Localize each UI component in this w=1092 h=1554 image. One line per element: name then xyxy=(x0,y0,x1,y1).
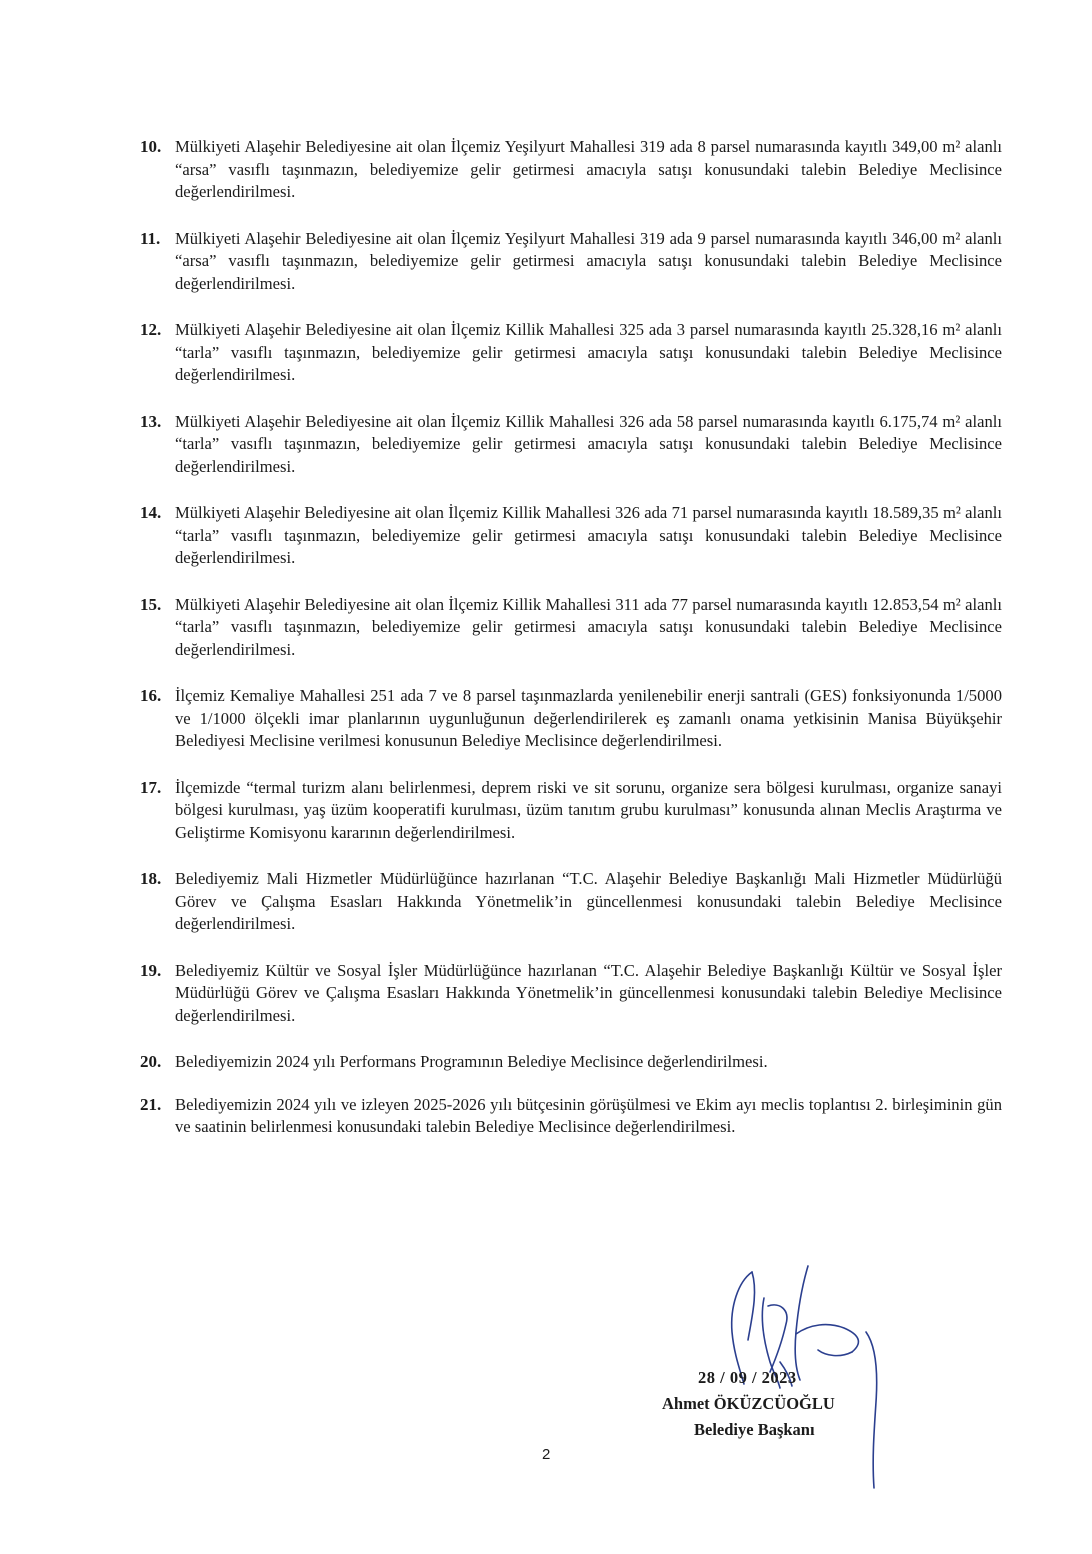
agenda-item-19 xyxy=(140,960,1002,1028)
agenda-item-text: İlçemiz Kemaliye Mahallesi 251 ada 7 ve 8 parsel taşınmazlarda yenilenebilir enerji santrali (GES) fonksiyonunda 1/5000 ve 1/1000 ölçekli imar planlarının uygunluğunun değerlendirilerek eş zamanlı onama yetkisinin Manisa Büyükşehir Belediyesi Meclisine verilmesi konusunun Belediye Meclisince değerlendirilmesi. xyxy=(175,686,1002,750)
agenda-item-text: Mülkiyeti Alaşehir Belediyesine ait olan İlçemiz Killik Mahallesi 311 ada 77 parsel numarasında kayıtlı 12.853,54 m² alanlı “tarla” vasıflı taşınmazın, belediyemize gelir getirmesi amacıyla satışı konusundaki talebin Belediye Meclisince değerlendirilmesi. xyxy=(175,594,1002,659)
agenda-item-17 xyxy=(140,777,1002,845)
agenda-item-10 xyxy=(140,136,1002,204)
signatory-name: Ahmet ÖKÜZCÜOĞLU xyxy=(662,1394,835,1413)
agenda-item-text: Mülkiyeti Alaşehir Belediyesine ait olan İlçemiz Killik Mahallesi 326 ada 71 parsel numarasında kayıtlı 18.589,35 m² alanlı “tarla” vasıflı taşınmazın, belediyemize gelir getirmesi amacıyla satışı konusundaki talebin Belediye Meclisince değerlendirilmesi. xyxy=(175,503,1002,567)
agenda-item-text: İlçemizde “termal turizm alanı belirlenmesi, deprem riski ve sit sorunu, organize sera bölgesi kurulması, organize sanayi bölgesi kurulması, yaş üzüm kooperatifi kurulması, üzüm tanıtım grubu kurulması” konusunda alınan Meclis Araştırma ve Geliştirme Komisyonu kararının değerlendirilmesi. xyxy=(175,777,1002,842)
agenda-item-text: Mülkiyeti Alaşehir Belediyesine ait olan İlçemiz Yeşilyurt Mahallesi 319 ada 9 parsel numarasında kayıtlı 346,00 m² alanlı “arsa” vasıflı taşınmazın, belediyemize gelir getirmesi amacıyla satışı konusundaki talebin Belediye Meclisince değerlendirilmesi. xyxy=(175,228,1002,293)
agenda-item-number: 12. xyxy=(140,320,162,339)
agenda-item-20 xyxy=(140,1051,1002,1074)
agenda-item-14 xyxy=(140,502,1002,570)
agenda-item-13 xyxy=(140,411,1002,479)
agenda-item-number: 15. xyxy=(140,594,162,614)
agenda-item-15 xyxy=(140,594,1002,662)
agenda-item-12 xyxy=(140,319,1002,387)
agenda-item-number: 19. xyxy=(140,960,162,980)
agenda-list xyxy=(140,136,1002,1163)
agenda-item-text: Mülkiyeti Alaşehir Belediyesine ait olan İlçemiz Yeşilyurt Mahallesi 319 ada 8 parsel numarasında kayıtlı 349,00 m² alanlı “arsa” vasıflı taşınmazın, belediyemize gelir getirmesi amacıyla satışı konusundaki talebin Belediye Meclisince değerlendirilmesi. xyxy=(175,137,1002,201)
agenda-item-text: Mülkiyeti Alaşehir Belediyesine ait olan İlçemiz Killik Mahallesi 326 ada 58 parsel numarasında kayıtlı 6.175,74 m² alanlı “tarla” vasıflı taşınmazın, belediyemize gelir getirmesi amacıyla satışı konusundaki talebin Belediye Meclisince değerlendirilmesi. xyxy=(175,411,1002,476)
agenda-item-number: 17. xyxy=(140,777,162,797)
agenda-item-11 xyxy=(140,228,1002,296)
agenda-item-text: Belediyemizin 2024 yılı Performans Programının Belediye Meclisince değerlendirilmesi. xyxy=(175,1052,768,1071)
agenda-item-number: 10. xyxy=(140,137,162,156)
agenda-item-number: 21. xyxy=(140,1094,162,1114)
page-number: 2 xyxy=(542,1446,551,1463)
agenda-item-number: 13. xyxy=(140,411,162,431)
agenda-item-21 xyxy=(140,1094,1002,1139)
agenda-item-text: Mülkiyeti Alaşehir Belediyesine ait olan İlçemiz Killik Mahallesi 325 ada 3 parsel numarasında kayıtlı 25.328,16 m² alanlı “tarla” vasıflı taşınmazın, belediyemize gelir getirmesi amacıyla satışı konusundaki talebin Belediye Meclisince değerlendirilmesi. xyxy=(175,320,1002,384)
signature-block xyxy=(640,1262,900,1502)
agenda-item-number: 20. xyxy=(140,1052,162,1071)
agenda-item-text: Belediyemiz Mali Hizmetler Müdürlüğünce hazırlanan “T.C. Alaşehir Belediye Başkanlığı Mali Hizmetler Müdürlüğü Görev ve Çalışma Esasları Hakkında Yönetmelik’in güncellenmesi konusundaki talebin Belediye Meclisince değerlendirilmesi. xyxy=(175,869,1002,933)
agenda-item-number: 16. xyxy=(140,686,162,705)
agenda-item-16 xyxy=(140,685,1002,753)
agenda-item-text: Belediyemizin 2024 yılı ve izleyen 2025-2026 yılı bütçesinin görüşülmesi ve Ekim ayı meclis toplantısı 2. birleşiminin gün ve saatinin belirlenmesi konusundaki talebin Belediye Meclisince değerlendirilmesi. xyxy=(175,1094,1002,1136)
signatory-title: Belediye Başkanı xyxy=(694,1420,815,1439)
agenda-item-text: Belediyemiz Kültür ve Sosyal İşler Müdürlüğünce hazırlanan “T.C. Alaşehir Belediye Başkanlığı Kültür ve Sosyal İşler Müdürlüğü Görev ve Çalışma Esasları Hakkında Yönetmelik’in güncellenmesi konusundaki talebin Belediye Meclisince değerlendirilmesi. xyxy=(175,960,1002,1025)
agenda-item-number: 18. xyxy=(140,869,162,888)
agenda-item-18 xyxy=(140,868,1002,936)
agenda-item-number: 11. xyxy=(140,228,161,248)
signature-date: 28 / 09 / 2023 xyxy=(698,1368,797,1387)
agenda-item-number: 14. xyxy=(140,503,162,522)
